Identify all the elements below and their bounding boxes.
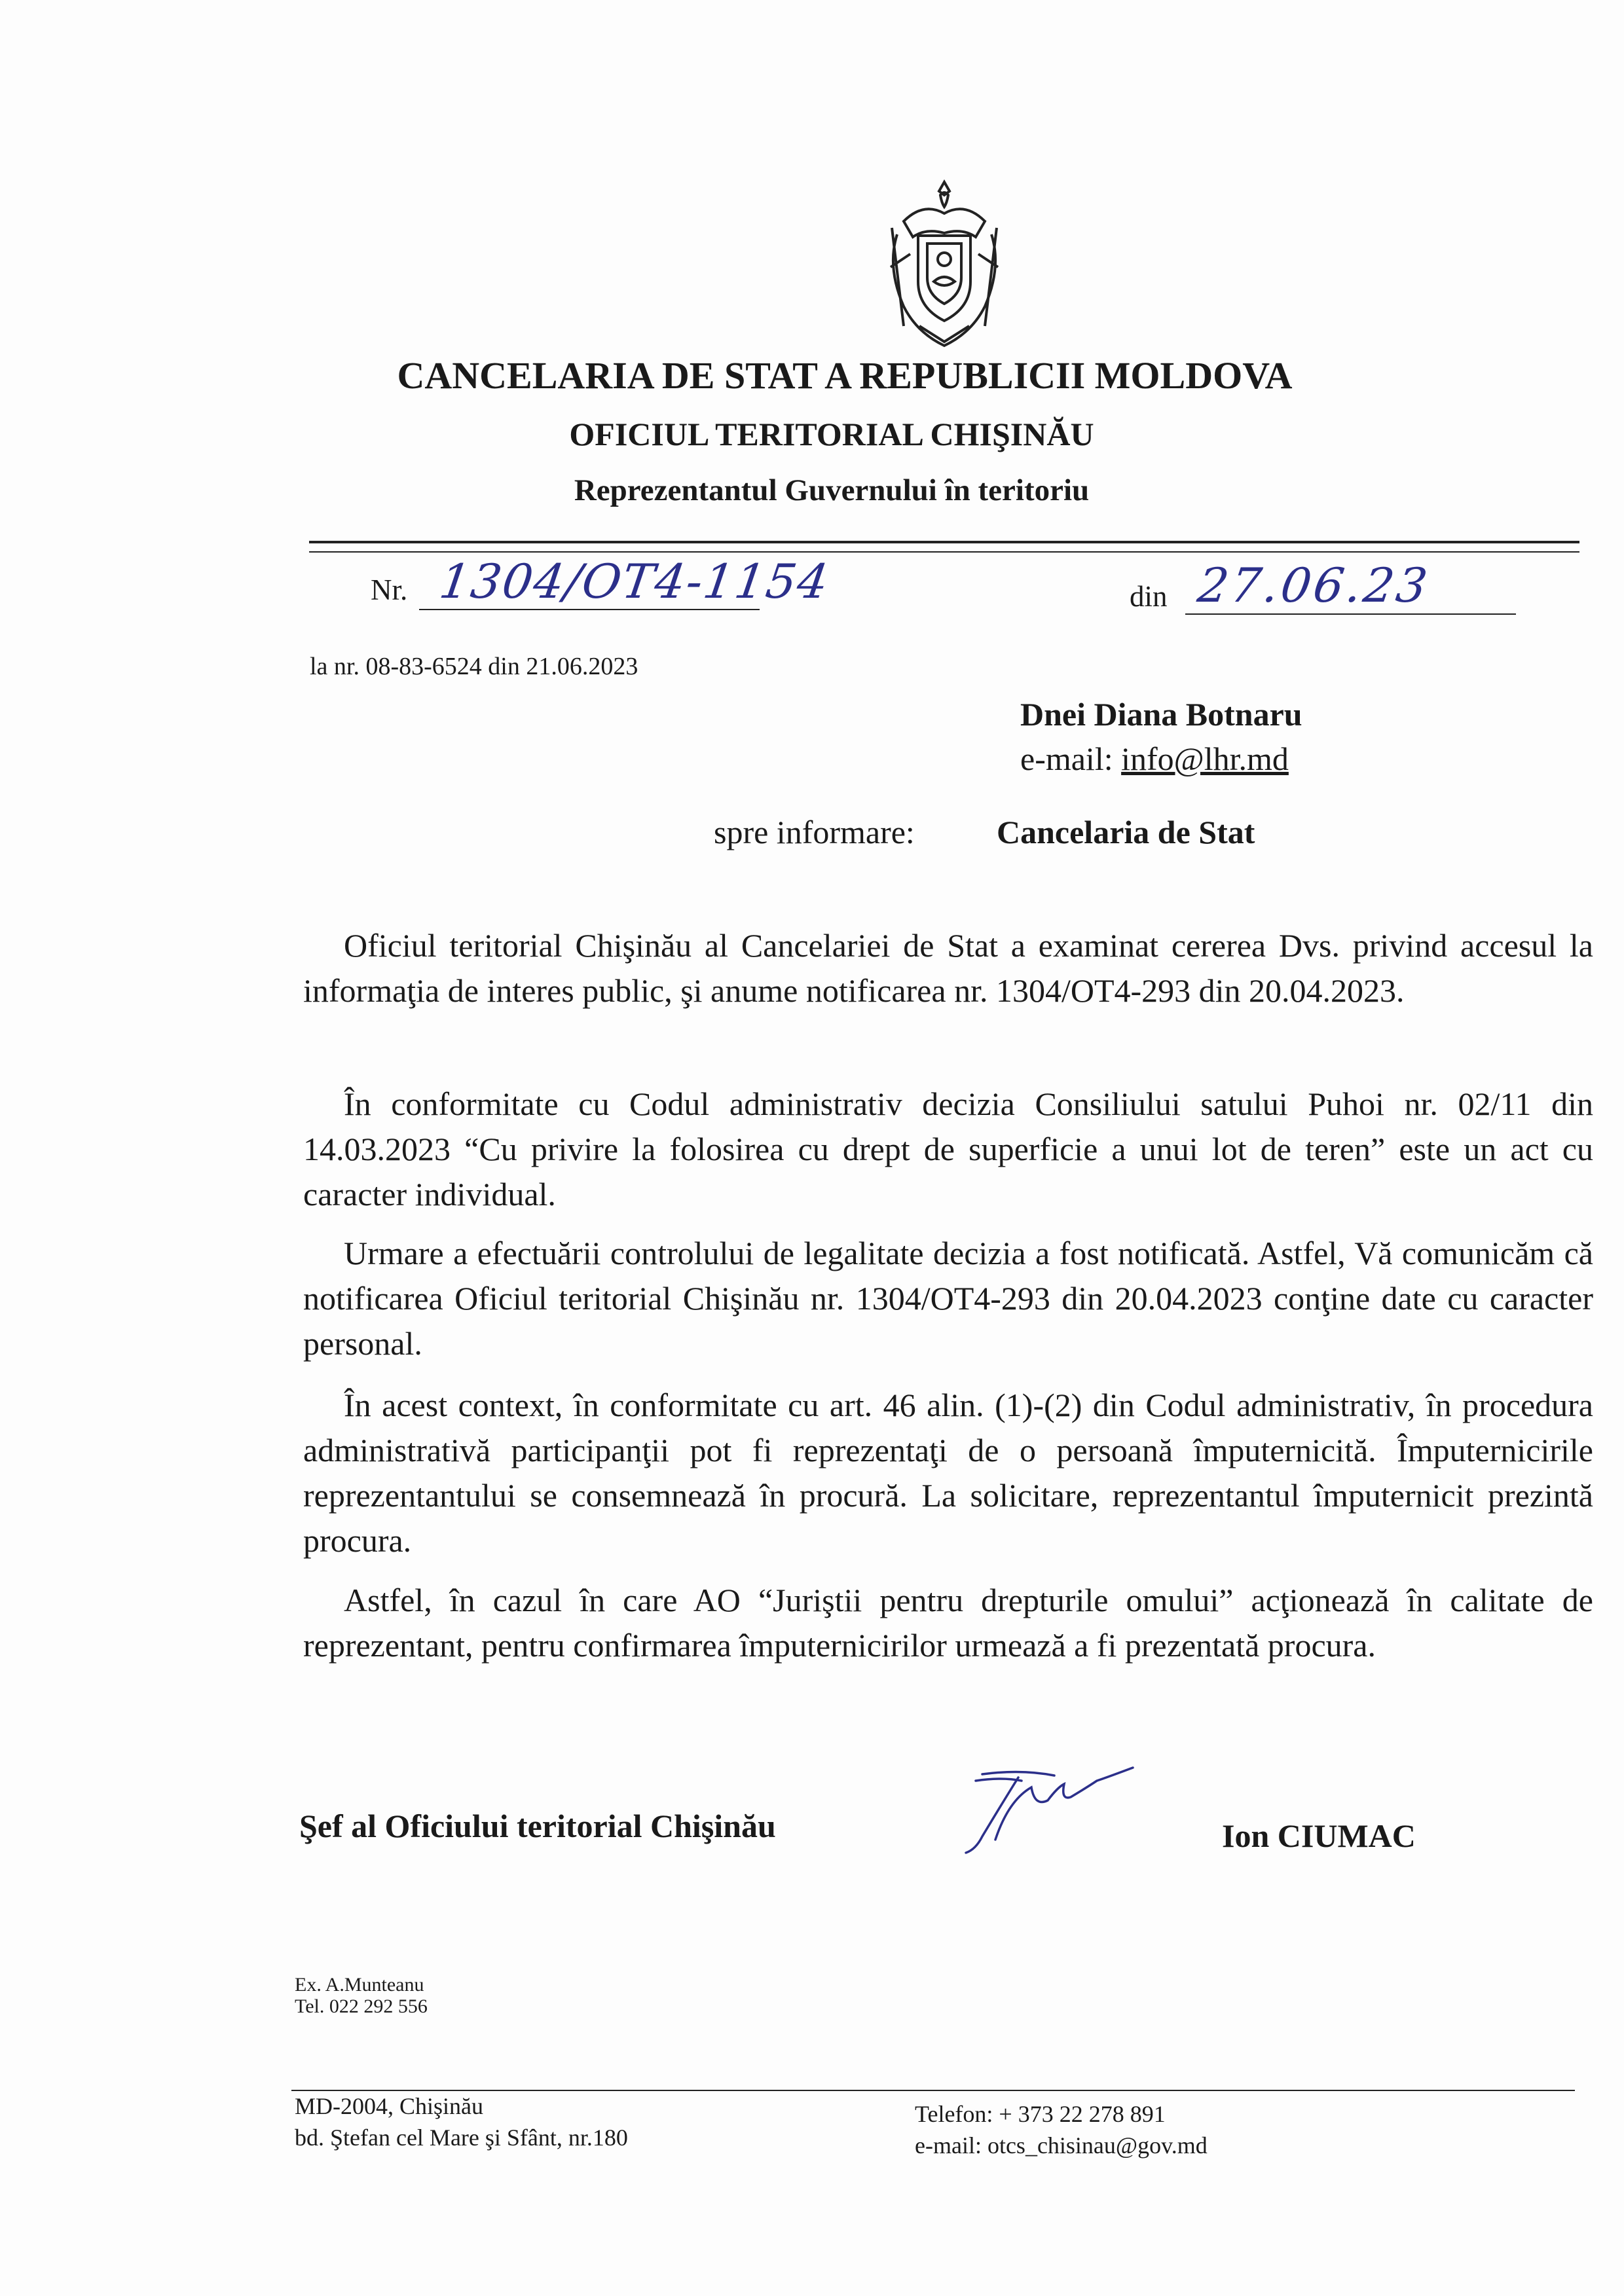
body-paragraph-5: Astfel, în cazul în care AO “Juriştii pentru drepturile omului” acţionează în calitate de reprezentant, pentru confirmarea împuternicirilor urmează a fi prezentată procura. xyxy=(303,1582,1593,1664)
cc-recipient: Cancelaria de Stat xyxy=(997,814,1255,850)
body-paragraph-3: Urmare a efectuării controlului de legalitate decizia a fost notificată. Astfel, Vă comunicăm că notificarea Oficiul teritorial Chişinău nr. 1304/OT4-293 din 20.04.2023 conţine date cu caracter personal. xyxy=(303,1235,1593,1362)
reference-number-label: Nr. xyxy=(371,574,408,606)
signatory-name: Ion CIUMAC xyxy=(1222,1817,1416,1854)
footer-email: e-mail: otcs_chisinau@gov.md xyxy=(915,2132,1208,2159)
header-rule-bottom xyxy=(309,551,1579,553)
date-underline xyxy=(1185,613,1516,615)
incoming-reference: la nr. 08-83-6524 din 21.06.2023 xyxy=(310,653,638,680)
signatory-title: Şef al Oficiului teritorial Chişinău xyxy=(299,1808,776,1844)
date-label: din xyxy=(1130,580,1168,613)
recipient-email xyxy=(1020,740,1289,778)
header-rule-top xyxy=(309,541,1579,543)
body-paragraph-1: Oficiul teritorial Chişinău al Cancelariei de Stat a examinat cererea Dvs. privind accesul la informaţia de interes public, şi anume notificarea nr. 1304/OT4-293 din 20.04.2023. xyxy=(303,927,1593,1009)
cc-label: spre informare: xyxy=(714,814,915,850)
footer-address-line1: MD-2004, Chişinău xyxy=(295,2093,483,2119)
footer-address-line2: bd. Ştefan cel Mare şi Sfânt, nr.180 xyxy=(295,2124,628,2151)
body-paragraph-2: În conformitate cu Codul administrativ decizia Consiliului satului Puhoi nr. 02/11 din 14.03.2023 “Cu privire la folosirea cu drept de superficie a unui lot de teren” este un act cu caracter individual. xyxy=(303,1085,1593,1212)
office-subtitle: Reprezentantul Guvernului în teritoriu xyxy=(574,473,1090,507)
reference-number-value: 1304/OT4-1154 xyxy=(436,554,833,609)
footer-rule xyxy=(291,2090,1575,2091)
office-name: OFICIUL TERITORIAL CHIŞINĂU xyxy=(569,416,1094,452)
recipient-name: Dnei Diana Botnaru xyxy=(1020,696,1302,733)
footer-phone: Telefon: + 373 22 278 891 xyxy=(915,2101,1166,2127)
organization-name: CANCELARIA DE STAT A REPUBLICII MOLDOVA xyxy=(397,354,1293,397)
recipient-email-label: e-mail: xyxy=(1020,740,1113,777)
executor-phone: Tel. 022 292 556 xyxy=(295,1995,428,2017)
date-value: 27.06.23 xyxy=(1194,558,1433,613)
recipient-email-link[interactable]: info@lhr.md xyxy=(1121,740,1289,777)
executor-name: Ex. A.Munteanu xyxy=(295,1974,424,1995)
body-paragraph-4: În acest context, în conformitate cu art. 46 alin. (1)-(2) din Codul administrativ, în procedura administrativă participanţii pot fi reprezentaţi de o persoană împuternicită. Împuternicirile reprezentantului se consemnează în procură. La solicitare, reprezentantul împuternicit prezintă procura. xyxy=(303,1387,1593,1559)
moldova-coat-of-arms-icon xyxy=(877,175,1012,352)
reference-number-underline xyxy=(419,609,760,610)
handwritten-signature-icon xyxy=(956,1761,1153,1866)
